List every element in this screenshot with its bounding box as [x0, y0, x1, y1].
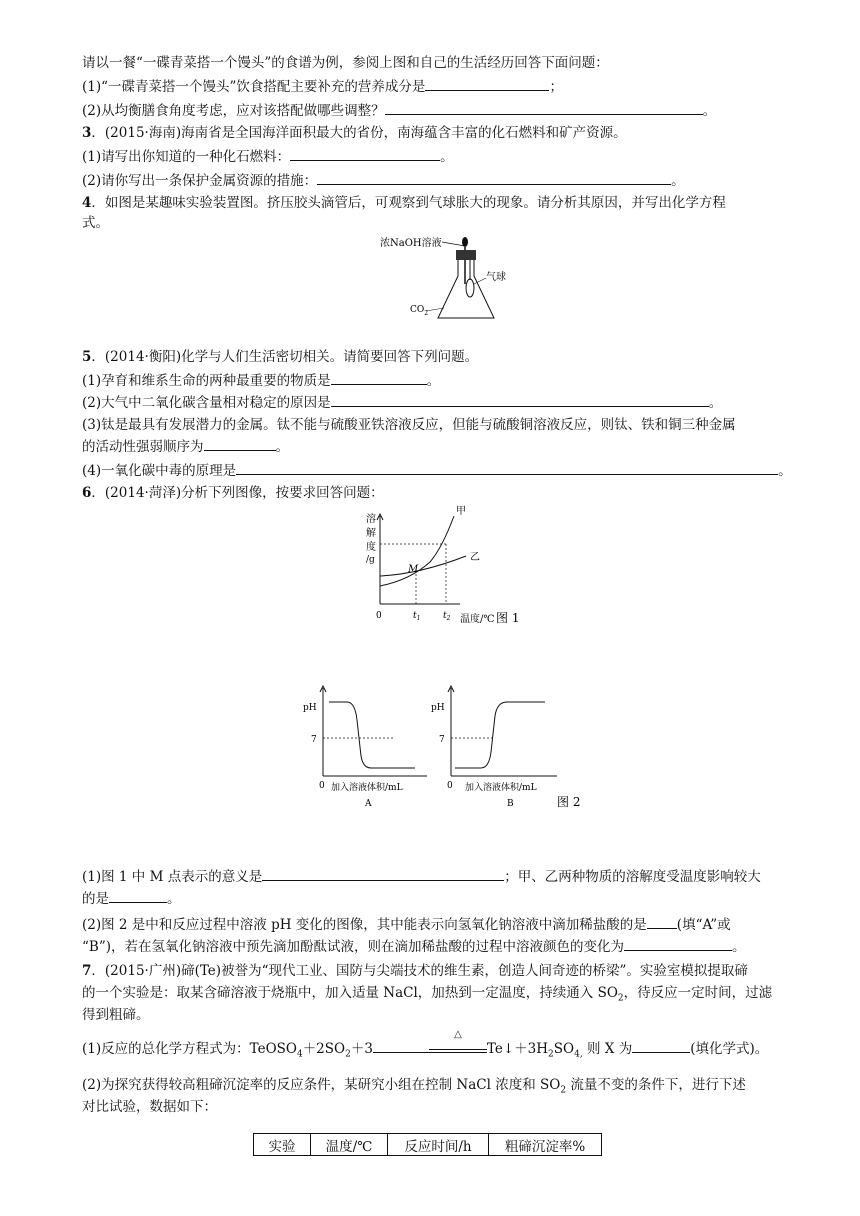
dropper-bulb	[462, 237, 468, 247]
answer-blank[interactable]	[331, 370, 427, 385]
origin-label: 0	[376, 611, 382, 621]
question-3-heading: 3．(2015·海南)海南省是全国海洋面积最大的省份，南海蕴含丰富的化石燃料和矿产资源。	[82, 125, 627, 141]
graph-b-label: B	[507, 799, 514, 809]
answer-blank[interactable]	[236, 460, 778, 475]
ph-figure-2	[295, 680, 595, 820]
text-line: 式。	[82, 215, 109, 231]
ph7-label-b: 7	[439, 735, 445, 745]
ph-axis-label-b: pH	[431, 703, 445, 713]
table-header-cell: 反应时间/h	[388, 1134, 489, 1156]
balloon-label: 气球	[486, 272, 506, 283]
table-header-cell: 实验	[254, 1134, 311, 1156]
question-3-2: (2)请你写出一条保护金属资源的措施： 。	[82, 170, 812, 192]
co2-label: $CO_2$	[410, 305, 429, 317]
curve-yi	[380, 556, 466, 576]
y-axis-label: /g	[366, 555, 375, 565]
graph-a-label: A	[365, 799, 372, 809]
table-header-cell: 温度/℃	[311, 1134, 388, 1156]
figure-2-caption: 图 2	[557, 795, 581, 809]
naoh-label: 浓NaOH溶液	[380, 238, 442, 249]
ph-axis-label-a: pH	[303, 703, 317, 713]
y-axis-label: 溶	[366, 514, 376, 525]
text-line: “B”)，若在氢氧化钠溶液中预先滴加酚酞试液，则在滴加稀盐酸的过程中溶液颜色的变化为 。	[82, 936, 812, 958]
answer-blank[interactable]	[632, 1038, 690, 1053]
answer-blank[interactable]	[317, 170, 671, 185]
y-axis-label: 度	[366, 542, 376, 553]
answer-blank[interactable]	[204, 436, 276, 451]
ph7-label-a: 7	[311, 735, 317, 745]
question-6-heading: 6．(2014·菏泽)分析下列图像，按要求回答问题：	[82, 485, 384, 501]
text-line: 的一个实验是：取某含碲溶液于烧瓶中，加入适量 NaCl，加热到一定温度，持续通入 $SO_2$，待反应一定时间，过滤	[82, 985, 773, 1004]
tick-t1: $t_1$	[413, 611, 421, 622]
question-7-heading: 7．(2015·广州)碲(Te)被誉为“现代工业、国防与尖端技术的维生素，创造人间奇迹的桥梁”。实验室模拟提取碲	[82, 963, 748, 979]
stopper	[456, 250, 476, 260]
text-line: 的是 。	[82, 888, 812, 910]
legend-jia: 甲	[456, 506, 466, 517]
answer-blank[interactable]	[385, 100, 703, 115]
x-axis-label: 温度/℃	[460, 614, 495, 625]
table-header-cell: 粗碲沉淀率%	[489, 1134, 602, 1156]
answer-blank[interactable]	[109, 888, 167, 903]
table-header-row	[254, 1134, 602, 1156]
question-5-2: (2)大气中二氧化碳含量相对稳定的原因是 。	[82, 392, 812, 414]
answer-blank[interactable]	[647, 914, 677, 929]
tick-t2: $t_2$	[443, 611, 451, 622]
curve-a	[329, 702, 415, 768]
heat-equals-sign: △	[429, 1043, 487, 1053]
question-1-line: (1)“一碟青菜搭一个馒头”饮食搭配主要补充的营养成分是 ；	[82, 76, 812, 98]
answer-blank[interactable]	[331, 392, 709, 407]
origin-a: 0	[319, 781, 325, 791]
text-line: 请以一餐“一碟青菜搭一个馒头”的食谱为例，参阅上图和自己的生活经历回答下面问题：	[82, 55, 609, 71]
text-line: 的活动性强弱顺序为 。	[82, 436, 812, 458]
answer-blank[interactable]	[624, 936, 732, 951]
question-5-heading: 5．(2014·衡阳)化学与人们生活密切相关。请简要回答下列问题。	[82, 349, 479, 365]
experiment-table	[253, 1133, 602, 1156]
question-4-heading: 4．如图是某趣味实验装置图。挤压胶头滴管后，可观察到气球胀大的现象。请分析其原因，并写出化学方程	[82, 195, 726, 211]
question-5-4: (4)一氧化碳中毒的原理是 。	[82, 460, 812, 482]
text-line: 得到粗碲。	[82, 1007, 150, 1023]
answer-blank[interactable]	[290, 146, 440, 161]
figure-1-caption: 图 1	[496, 611, 520, 625]
question-7-1: (1)反应的总化学方程式为：$TeOSO_4+2SO_2+3$ △ $Te↓+3H_2SO_{4,}$ 则 X 为 (填化学式)。	[82, 1029, 769, 1060]
question-6-1: (1)图 1 中 M 点表示的意义是 ；甲、乙两种物质的溶解度受温度影响较大	[82, 866, 812, 888]
origin-b: 0	[447, 781, 453, 791]
question-5-1: (1)孕育和维系生命的两种最重要的物质是 。	[82, 370, 812, 392]
curve-b	[455, 702, 545, 768]
x-axis-label-b: 加入溶液体积/mL	[465, 783, 537, 793]
question-2-line: (2)从均衡膳食角度考虑，应对该搭配做哪些调整？ 。	[82, 100, 812, 122]
x-axis-label-a: 加入溶液体积/mL	[331, 783, 403, 793]
balloon	[466, 279, 474, 297]
text-line: 对比试验，数据如下：	[82, 1099, 217, 1115]
flask-apparatus-figure	[370, 228, 510, 328]
solubility-figure-1	[360, 500, 540, 630]
point-m-label: M	[408, 564, 419, 575]
question-7-2: (2)为探究获得较高粗碲沉淀率的反应条件，某研究小组在控制 NaCl 浓度和 $SO_2$ 流量不变的条件下，进行下述	[82, 1077, 746, 1096]
question-6-2: (2)图 2 是中和反应过程中溶液 pH 变化的图像，其中能表示向氢氧化钠溶液中滴加稀盐酸的是 (填“A”或	[82, 914, 812, 936]
answer-blank[interactable]	[262, 866, 504, 881]
y-axis-label: 解	[366, 528, 376, 539]
answer-blank[interactable]	[373, 1038, 429, 1053]
legend-yi: 乙	[470, 552, 480, 563]
answer-blank[interactable]	[425, 76, 549, 91]
question-5-3: (3)钛是最具有发展潜力的金属。钛不能与硫酸亚铁溶液反应，但能与硫酸铜溶液反应，则钛、铁和铜三种金属	[82, 417, 736, 433]
question-3-1: (1)请写出你知道的一种化石燃料： 。	[82, 146, 812, 168]
